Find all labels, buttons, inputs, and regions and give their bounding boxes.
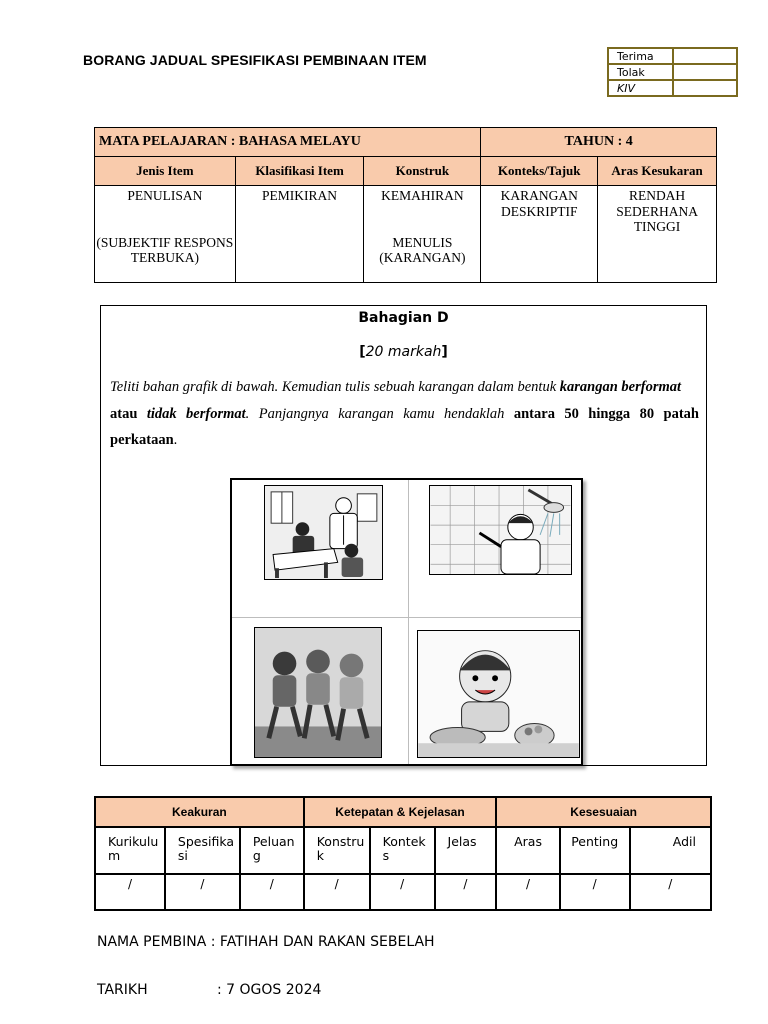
status-kiv-value[interactable] (673, 80, 737, 96)
konstruk-sub: MENULIS (KARANGAN) (379, 234, 466, 265)
instruction-line-2 (110, 401, 699, 454)
mark-spesifikasi[interactable]: / (165, 874, 240, 910)
instruction-part: Teliti bahan grafik di bawah. Kemudian tulis sebuah karangan dalam bentuk (110, 379, 560, 395)
status-terima-value[interactable] (673, 48, 737, 64)
header-konstruk: Konstruk (364, 157, 481, 186)
instruction-part: atau (110, 405, 147, 422)
mark-konteks[interactable]: / (370, 874, 435, 910)
form-title: BORANG JADUAL SPESIFIKASI PEMBINAAN ITEM (83, 52, 427, 68)
mark-jelas[interactable]: / (435, 874, 497, 910)
header-jenis-item: Jenis Item (95, 157, 236, 186)
instruction-emphasis: tidak berformat (146, 405, 246, 422)
subject-cell: MATA PELAJARAN : BAHASA MELAYU (95, 128, 481, 157)
mark-kurikulum[interactable]: / (95, 874, 165, 910)
konteks-value: KARANGAN DESKRIPTIF (500, 188, 578, 219)
criterion-konteks: Kontek s (370, 827, 435, 874)
aras-tinggi: TINGGI (633, 219, 681, 234)
question-instructions (110, 374, 699, 454)
spec-table (94, 127, 717, 283)
mark-peluang[interactable]: / (240, 874, 304, 910)
shower-icon (429, 485, 572, 575)
mark-penting[interactable]: / (560, 874, 630, 910)
builder-name: NAMA PEMBINA : FATIHAH DAN RAKAN SEBELAH (97, 934, 435, 950)
instruction-part: . (173, 432, 178, 449)
picture-grid (230, 478, 583, 766)
running-children-icon (254, 627, 382, 758)
group-kesesuaian: Kesesuaian (496, 797, 711, 827)
mark-adil[interactable]: / (630, 874, 711, 910)
mark-konstruk[interactable]: / (304, 874, 370, 910)
header-klasifikasi-item: Klasifikasi Item (235, 157, 364, 186)
status-tolak-value[interactable] (673, 64, 737, 80)
cell-aras (598, 186, 717, 283)
criterion-spesifikasi: Spesifika si (165, 827, 240, 874)
doctor-visit-icon (264, 485, 383, 580)
date-value: : 7 OGOS 2024 (217, 982, 322, 998)
cell-konstruk (364, 186, 481, 283)
klasifikasi-value: PEMIKIRAN (262, 188, 338, 203)
date-label: TARIKH (97, 982, 148, 998)
year-cell: TAHUN : 4 (481, 128, 717, 157)
instruction-emphasis: karangan berformat (559, 379, 682, 395)
jenis-item-sub: (SUBJEKTIF RESPONS TERBUKA) (96, 234, 234, 265)
konstruk-main: KEMAHIRAN (381, 188, 464, 203)
cell-konteks (481, 186, 598, 283)
evaluation-table (94, 796, 712, 911)
criterion-penting: Penting (560, 827, 630, 874)
mark-aras[interactable]: / (496, 874, 560, 910)
cell-klasifikasi (235, 186, 364, 283)
instruction-emphasis: antara 50 hingga 80 patah perkataan (110, 405, 699, 449)
criterion-adil: Adil (630, 827, 711, 874)
criterion-peluang: Peluan g (240, 827, 304, 874)
instruction-line-1 (110, 374, 699, 401)
criterion-aras: Aras (496, 827, 560, 874)
group-keakuran: Keakuran (95, 797, 304, 827)
marks-label (101, 344, 706, 360)
bracket-close: ] (441, 344, 448, 360)
instruction-part: . Panjangnya karangan kamu hendaklah (245, 405, 514, 422)
header-konteks: Konteks/Tajuk (481, 157, 598, 186)
aras-rendah: RENDAH (628, 188, 686, 203)
marks-value: 20 markah (365, 344, 442, 360)
status-kiv: KIV (608, 80, 673, 96)
criterion-jelas: Jelas (435, 827, 497, 874)
group-ketepatan: Ketepatan & Kejelasan (304, 797, 497, 827)
section-title: Bahagian D (358, 310, 449, 326)
date-line (97, 982, 321, 998)
bracket-open: [ (359, 344, 366, 360)
aras-sederhana: SEDERHANA (616, 203, 698, 219)
status-tolak: Tolak (608, 64, 673, 80)
header-aras: Aras Kesukaran (598, 157, 717, 186)
healthy-eating-icon (417, 630, 580, 758)
criterion-kurikulum: Kurikulu m (95, 827, 165, 874)
status-box (607, 47, 738, 97)
status-terima: Terima (608, 48, 673, 64)
jenis-item-main: PENULISAN (127, 188, 203, 203)
cell-jenis-item (95, 186, 236, 283)
criterion-konstruk: Konstru k (304, 827, 370, 874)
